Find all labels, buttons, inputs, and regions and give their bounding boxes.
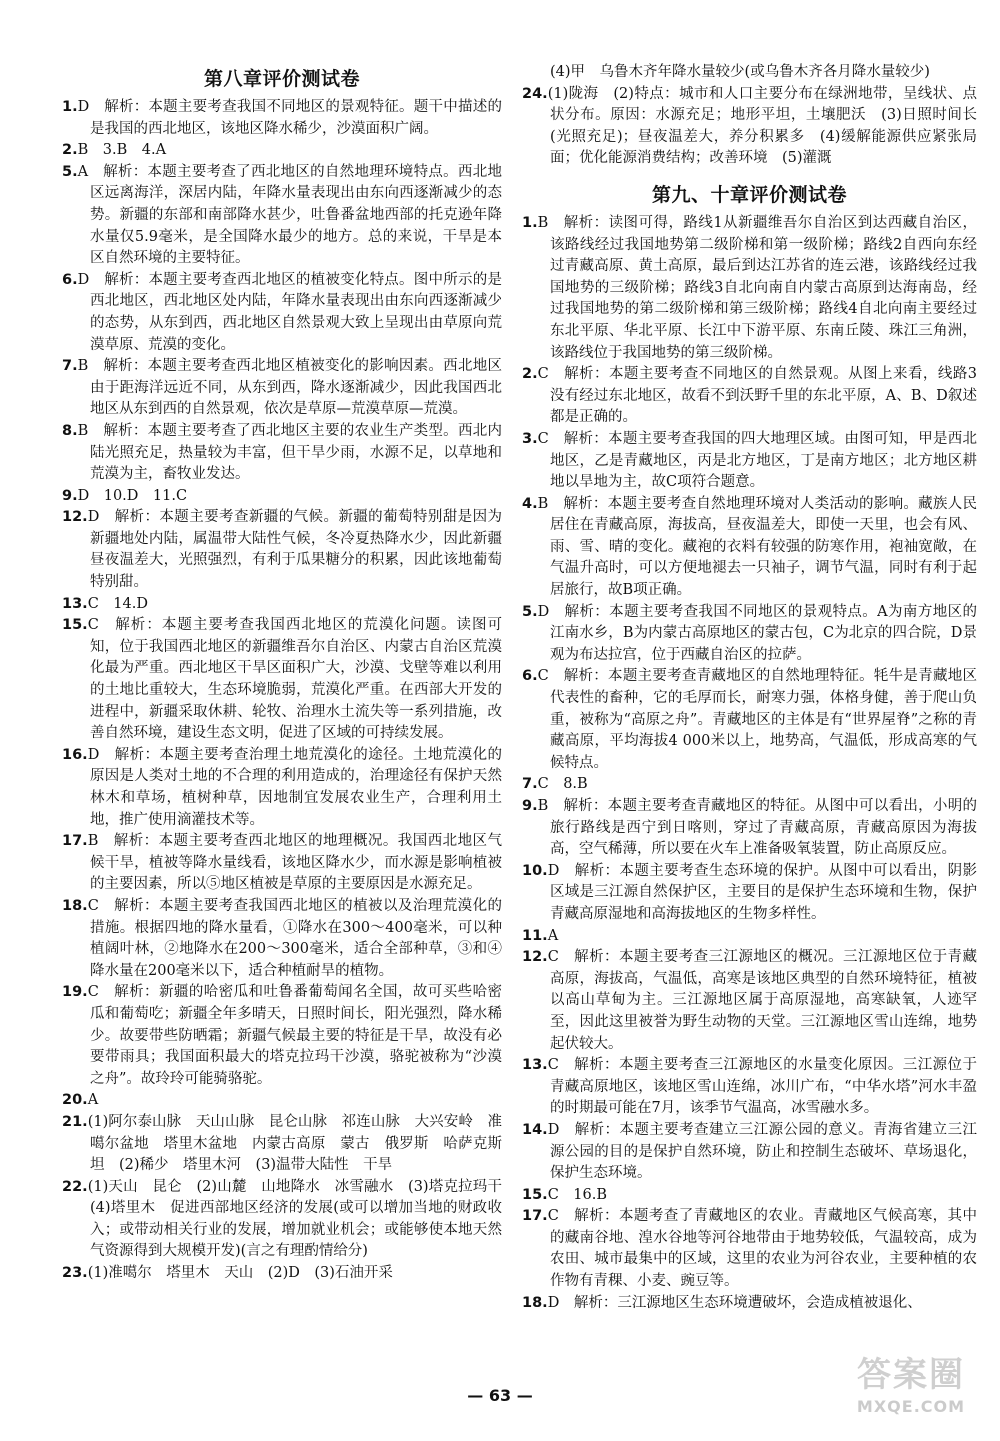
answer-text: C 解析：本题主要考查青藏地区的自然地理特征。牦牛是青藏地区代表性的畜种，它的毛厚而长，耐寒力强，体格身健，善于爬山负重，被称为“高原之舟”。青藏地区的主体是有“世界屋脊”之称的青藏高原，平均海拔4 000米以上，地势高，气温低，形成高寒的气候特点。	[537, 668, 977, 771]
answer-number: 20.	[62, 1092, 88, 1109]
answer-number: 14.	[522, 1121, 548, 1138]
chapter-9-10-title: 第九、十章评价测试卷	[651, 183, 847, 206]
answer-entry	[62, 507, 502, 593]
answer-number: 3.	[522, 430, 538, 447]
answer-text: C 14.D	[87, 595, 148, 612]
answer-text: D 解析：本题主要考查西北地区的植被变化特点。图中所示的是西北地区，西北地区处内陆，年降水量表现出由东向西逐渐减少的态势，从东到西，西北地区自然景观大致上呈现出由草原向荒漠草原、荒漠的变化。	[77, 271, 502, 353]
answer-text: B 解析：本题主要考查青藏地区的特征。从图中可以看出，小明的旅行路线是西宁到日喀则，穿过了青藏高原，青藏高原因为海拔高，空气稀薄，所以要在火车上准备吸氧装置，防止高原反应。	[537, 798, 977, 858]
left-column	[62, 64, 517, 1285]
answer-text: D 解析：本题主要考查建立三江源公园的意义。青海省建立三江源公园的目的是保护自然环境，防止和控制生态破坏、草场退化，保护生态环境。	[547, 1121, 977, 1182]
answer-number: 9.	[62, 487, 78, 504]
right-answer-list	[522, 213, 977, 1314]
answer-entry	[522, 602, 977, 667]
answer-entry	[62, 486, 502, 508]
answer-text: C 解析：本题主要考查我国西北地区的植被以及治理荒漠化的措施。根据四地的降水量看，①降水在300～400毫米，可以种植阔叶林，②地降水在200～300毫米，适合全部种草，③和④降水量在200毫米以下，适合种植耐旱的植物。	[87, 897, 502, 979]
answer-entry	[522, 494, 977, 602]
answer-entry	[62, 1263, 502, 1285]
answer-entry	[522, 796, 977, 861]
answer-number: 17.	[62, 833, 88, 850]
answer-number: 19.	[62, 984, 88, 1001]
answer-text: B 解析：读图可得，路线1从新疆维吾尔自治区到达西藏自治区，该路线经过我国地势第二级阶梯和第一级阶梯；路线2自西向东经过青藏高原、黄土高原，最后到达江苏省的连云港，该路线经过我国地势的三级阶梯；路线3自北向南自内蒙古高原到达海南岛，经过我国地势的第二级阶梯和第三级阶梯；路线4自北向南主要经过东北平原、华北平原、长江中下游平原、东南丘陵、珠江三角洲，该路线位于我国地势的第三级阶梯。	[537, 214, 977, 361]
answer-text: (1)阿尔泰山脉 天山山脉 昆仑山脉 祁连山脉 大兴安岭 准噶尔盆地 塔里木盆地 内蒙古高原 蒙古 俄罗斯 哈萨克斯坦 (2)稀少 塔里木河 (3)温带大陆性 干旱	[87, 1113, 502, 1174]
answer-entry	[522, 213, 977, 364]
answer-entry	[62, 162, 502, 270]
answer-number: 13.	[522, 1057, 548, 1074]
answer-text: C 解析：本题主要考查三江源地区的水量变化原因。三江源位于青藏高原地区，该地区雪山连绵，冰川广布，“中华水塔”河水丰盈的时期最可能在7月，该季节气温高，冰雪融水多。	[547, 1057, 977, 1117]
answer-entry	[62, 1177, 517, 1263]
answer-entry	[522, 364, 977, 429]
answer-entry	[522, 926, 977, 948]
answer-text: A 解析：本题主要考查了西北地区的自然地理环境特点。西北地区远离海洋，深居内陆，年降水量表现出由东向西逐渐减少的态势。新疆的东部和南部降水甚少，吐鲁番盆地西部的托克逊年降水量仅5.9毫米，是全国降水最少的地方。总的来说，干旱是本区自然环境的主要特征。	[77, 163, 502, 267]
answer-number: 2.	[62, 142, 78, 159]
answer-text: D 解析：三江源地区生态环境遭破坏，会造成植被退化、	[547, 1294, 922, 1311]
answer-entry	[62, 356, 502, 421]
answer-text: D 解析：本题主要考查治理土地荒漠化的途径。土地荒漠化的原因是人类对土地的不合理的利用造成的，治理途径有保护天然林木和草场，植树种草，因地制宜发展农业生产，合理利用土地，推广使用滴灌技术等。	[87, 746, 502, 828]
answer-text: C 解析：本题主要考查我国西北地区的荒漠化问题。读图可知，位于我国西北地区的新疆维吾尔自治区、内蒙古自治区荒漠化最为严重。西北地区干旱区面积广大，沙漠、戈壁等难以利用的土地比重较大，生态环境脆弱，荒漠化严重。在西部大开发的进程中，新疆采取休耕、轮牧、治理水土流失等一系列措施，改善自然环境，建设生态文明，促进了区域的可持续发展。	[87, 617, 502, 742]
answer-text: (1)准噶尔 塔里木 天山 (2)D (3)石油开采	[87, 1265, 393, 1282]
answer-text: C 16.B	[547, 1186, 607, 1203]
answer-text: C 解析：本题主要考查我国的四大地理区域。由图可知，甲是西北地区，乙是青藏地区，丙是北方地区，丁是南方地区；北方地区耕地以旱地为主，故C项符合题意。	[537, 430, 977, 491]
answer-entry	[62, 594, 502, 616]
answer-text: C 8.B	[537, 776, 588, 793]
answer-number: 8.	[62, 422, 78, 439]
watermark-logo	[836, 1353, 986, 1427]
answer-number: 7.	[62, 358, 78, 375]
answer-number: 6.	[62, 271, 78, 288]
answer-text: B 3.B 4.A	[77, 142, 167, 159]
left-answer-list	[62, 97, 517, 1285]
answer-entry	[62, 982, 502, 1090]
answer-number: 15.	[62, 617, 88, 634]
answer-text: D 解析：本题主要考查新疆的气候。新疆的葡萄特别甜是因为新疆地处内陆，属温带大陆性气候，冬冷夏热降水少，因此新疆昼夜温差大，光照强烈，有利于瓜果糖分的积累，因此该地葡萄特别甜。	[87, 509, 502, 591]
answer-number: 16.	[62, 746, 88, 763]
answer-text: D 10.D 11.C	[77, 487, 188, 504]
answer-number: 9.	[522, 798, 538, 814]
answer-text: C 解析：本题主要考查三江源地区的概况。三江源地区位于青藏高原，海拔高，气温低，高寒是该地区典型的自然环境特征，植被以高山草甸为主。三江源地区属于高原湿地，高寒缺氧，人迹罕至，因此这里被誉为野生动物的天堂。三江源地区雪山连绵，地势起伏较大。	[547, 949, 977, 1052]
answer-number: 18.	[522, 1294, 548, 1311]
answer-number: 2.	[522, 366, 538, 383]
answer-text: (1)陇海 (2)特点：城市和人口主要分布在绿洲地带，呈线状、点状分布。原因：水源充足；地形平坦，土壤肥沃 (3)日照时间长(光照充足)；昼夜温差大，养分积累多 (4)缓解能源供应紧张局面；优化能源消费结构；改善环境 (5)灌溉	[547, 85, 977, 167]
answer-entry	[62, 140, 502, 162]
answer-text: B 解析：本题主要考查了西北地区主要的农业生产类型。西北内陆光照充足，热量较为丰富，但干旱少雨，水源不足，以草地和荒漠为主，畜牧业发达。	[77, 422, 502, 483]
answer-number: 12.	[62, 509, 88, 526]
answer-entry	[62, 615, 502, 745]
answer-number: 4.	[522, 495, 538, 512]
answer-entry	[62, 1112, 502, 1177]
answer-number: 5.	[62, 163, 78, 180]
answer-text: D 解析：本题主要考查我国不同地区的景观特征。题干中描述的是我国的西北地区，该地区降水稀少，沙漠面积广阔。	[77, 99, 502, 137]
answer-number: 7.	[522, 776, 538, 793]
answer-number: 18.	[62, 897, 88, 914]
watermark-glyphs: 答案圈	[857, 1355, 965, 1395]
answer-entry	[522, 1206, 977, 1292]
answer-entry	[522, 1185, 977, 1207]
answer-number: 12.	[522, 949, 548, 966]
answer-text: B 解析：本题主要考查西北地区的地理概况。我国西北地区气候干旱，植被等降水量线看，该地区降水少，而水源是影响植被的主要因素，所以⑤地区植被是草原的主要原因是水源充足。	[87, 833, 502, 893]
right-column	[522, 62, 977, 1314]
answer-entry	[522, 774, 977, 796]
answer-number: 1.	[62, 99, 78, 115]
answer-text: C 解析：本题考查了青藏地区的农业。青藏地区气候高寒，其中的藏南谷地、湟水谷地等河谷地带由于地势较低，气温较高，成为农田、城市最集中的区域，这里的农业为河谷农业，主要种植的农作物有青稞、小麦、豌豆等。	[547, 1208, 977, 1290]
answer-text: D 解析：本题主要考查生态环境的保护。从图中可以看出，阴影区域是三江源自然保护区，主要目的是保护生态环境和生物，保护青藏高原湿地和高海拔地区的生物多样性。	[547, 862, 977, 922]
answer-entry	[522, 666, 977, 774]
answer-text: C 解析：本题主要考查不同地区的自然景观。从图上来看，线路3没有经过东北地区，故看不到沃野千里的东北平原，A、B、D叙述都是正确的。	[537, 366, 977, 426]
answer-number: 1.	[522, 214, 538, 231]
answer-text: A	[547, 927, 559, 944]
right-pre-answer-list	[522, 84, 977, 170]
answer-entry	[522, 1293, 977, 1315]
answer-entry	[522, 429, 977, 494]
answer-entry	[62, 97, 502, 140]
answer-number: 21.	[62, 1113, 88, 1130]
answer-entry	[522, 947, 977, 1055]
answer-number: 22.	[62, 1178, 88, 1195]
answer-entry	[62, 421, 502, 486]
answer-text: A	[87, 1092, 99, 1109]
answer-number: 10.	[522, 862, 548, 879]
answer-text: C 解析：新疆的哈密瓜和吐鲁番葡萄闻名全国，故可买些哈密瓜和葡萄吃；新疆全年多晴天，日照时间长，阳光强烈，降水稀少。故要带些防晒霜；新疆气候最主要的特征是干旱，故没有必要带雨具；我国面积最大的塔克拉玛干沙漠，骆驼被称为“沙漠之舟”。故玲玲可能骑骆驼。	[87, 984, 502, 1087]
watermark-url: MXQE.COM	[856, 1397, 966, 1416]
answer-number: 5.	[522, 603, 538, 620]
answer-entry	[522, 1055, 977, 1120]
answer-text: B 解析：本题主要考查西北地区植被变化的影响因素。西北地区由于距海洋远近不同，从东到西，降水逐渐减少，因此我国西北地区从东到西的自然景观，依次是草原—荒漠草原—荒漠。	[77, 358, 502, 418]
answer-number: 15.	[522, 1186, 548, 1203]
answer-entry	[522, 84, 977, 170]
answer-entry	[62, 831, 502, 896]
chapter-8-title: 第八章评价测试卷	[203, 68, 360, 90]
answer-entry	[62, 1090, 502, 1112]
answer-text: (1)天山 昆仑 (2)山麓 山地降水 冰雪融水 (3)塔克拉玛干 (4)塔里木 促进西部地区经济的发展(或可以增加当地的财政收入；或带动相关行业的发展，增加就业机会；或能够使本地天然气资源得到大规模开发)(言之有理酌情给分)	[87, 1178, 517, 1260]
continued-answer: (4)甲 乌鲁木齐年降水量较少(或乌鲁木齐各月降水量较少)	[550, 64, 930, 80]
answer-entry	[62, 896, 502, 982]
answer-number: 6.	[522, 668, 538, 685]
answer-number: 13.	[62, 595, 88, 612]
answer-number: 11.	[522, 927, 548, 944]
answer-entry	[522, 1120, 977, 1185]
answer-text: B 解析：本题主要考查自然地理环境对人类活动的影响。藏族人民居住在青藏高原，海拔高，昼夜温差大，即使一天里，也会有风、雨、雪、晴的变化。藏袍的衣料有较强的防寒作用，袍袖宽敞，在气温升高时，可以方便地褪去一只袖子，调节气温，同时有利于起居旅行，故B项正确。	[537, 495, 977, 599]
answer-number: 17.	[522, 1208, 548, 1225]
answer-text: D 解析：本题主要考查我国不同地区的景观特点。A为南方地区的江南水乡，B为内蒙古高原地区的蒙古包，C为北京的四合院，D景观为布达拉宫，位于西藏自治区的拉萨。	[537, 603, 977, 663]
answer-entry	[62, 270, 502, 356]
answer-entry	[522, 861, 977, 926]
answer-entry	[62, 745, 502, 831]
answer-number: 23.	[62, 1265, 88, 1282]
answer-number: 24.	[522, 85, 548, 102]
page-number: — 63 —	[467, 1386, 533, 1405]
